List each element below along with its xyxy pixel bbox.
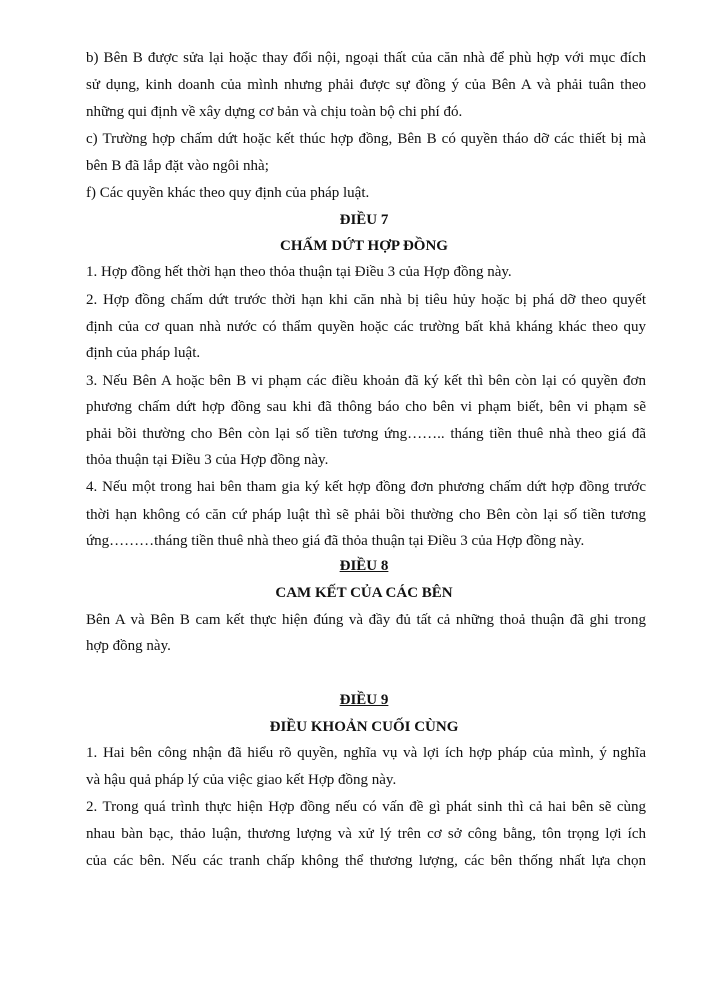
article-8-line-2: hợp đồng này. — [86, 638, 171, 654]
clause-c-line-2: bên B đã lắp đặt vào ngôi nhà; — [86, 158, 269, 174]
article-8-number — [86, 553, 642, 579]
article-9-item-2-line-3: của các bên. Nếu các tranh chấp không thể thương lượng, các bên thống nhất lựa chọn — [86, 853, 646, 869]
article-9-number-text: ĐIỀU 9 — [339, 692, 389, 708]
article-9-item-1-line-1: 1. Hai bên công nhận đã hiểu rõ quyền, nghĩa vụ và lợi ích hợp pháp của mình, ý nghĩa — [86, 745, 646, 761]
article-7-item-4-line-3: ứng………tháng tiền thuê nhà theo giá đã thỏa thuận tại Điều 3 của Hợp đồng này. — [86, 533, 585, 549]
article-7-item-2-line-2: định của cơ quan nhà nước có thẩm quyền hoặc các trường bất khả kháng khác theo quy — [86, 319, 646, 335]
article-7-title: CHẤM DỨT HỢP ĐỒNG — [280, 238, 448, 254]
article-7-item-3-line-3: phải bồi thường cho Bên còn lại số tiền tương ứng…….. tháng tiền thuê nhà theo giá đã — [86, 426, 646, 442]
article-7-item-4-line-2: thời hạn không có căn cứ pháp luật thì sẽ phải bồi thường cho Bên còn lại số tiền tương — [86, 507, 646, 523]
clause-b-line-3: những qui định về xây dựng cơ bản và chịu toàn bộ chi phí đó. — [86, 104, 463, 120]
article-7-item-4-line-1: 4. Nếu một trong hai bên tham gia ký kết hợp đồng đơn phương chấm dứt hợp đồng trước — [86, 479, 646, 495]
clause-b-line-1: b) Bên B được sửa lại hoặc thay đổi nội, ngoại thất của căn nhà để phù hợp với mục đích — [86, 50, 646, 66]
article-7-item-1-line-1: 1. Hợp đồng hết thời hạn theo thỏa thuận tại Điều 3 của Hợp đồng này. — [86, 264, 512, 280]
article-7-item-3-line-1: 3. Nếu Bên A hoặc bên B vi phạm các điều khoản đã ký kết thì bên còn lại có quyền đơn — [86, 373, 646, 389]
clause-f-line-1: f) Các quyền khác theo quy định của pháp luật. — [86, 185, 370, 201]
article-7-item-3-line-2: phương chấm dứt hợp đồng sau khi đã thông báo cho bên vi phạm biết, bên vi phạm sẽ — [86, 399, 646, 415]
article-9-item-2-line-2: nhau bàn bạc, thảo luận, thương lượng và xử lý trên cơ sở công bằng, tôn trọng lợi ích — [86, 826, 646, 842]
clause-b-line-2: sử dụng, kinh doanh của mình nhưng phải được sự đồng ý của Bên A và phải tuân theo — [86, 77, 646, 93]
article-8-line-1: Bên A và Bên B cam kết thực hiện đúng và đầy đủ tất cả những thoả thuận đã ghi trong — [86, 612, 646, 628]
article-8-title: CAM KẾT CỦA CÁC BÊN — [275, 585, 453, 601]
article-9-number — [86, 687, 642, 713]
article-9-title: ĐIỀU KHOẢN CUỐI CÙNG — [269, 719, 459, 735]
article-9-item-2-line-1: 2. Trong quá trình thực hiện Hợp đồng nếu có vấn đề gì phát sinh thì cả hai bên sẽ cùng — [86, 799, 646, 815]
article-7-item-3-line-4: thỏa thuận tại Điều 3 của Hợp đồng này. — [86, 452, 329, 468]
article-7-item-2-line-3: định của pháp luật. — [86, 345, 201, 361]
article-8-number-text: ĐIỀU 8 — [339, 558, 389, 574]
article-7-item-2-line-1: 2. Hợp đồng chấm dứt trước thời hạn khi căn nhà bị tiêu hủy hoặc bị phá dỡ theo quyết — [86, 292, 646, 308]
clause-c-line-1: c) Trường hợp chấm dứt hoặc kết thúc hợp đồng, Bên B có quyền tháo dỡ các thiết bị mà — [86, 131, 646, 147]
article-9-item-1-line-2: và hậu quả pháp lý của việc giao kết Hợp đồng này. — [86, 772, 397, 788]
article-7-number: ĐIỀU 7 — [339, 212, 389, 228]
